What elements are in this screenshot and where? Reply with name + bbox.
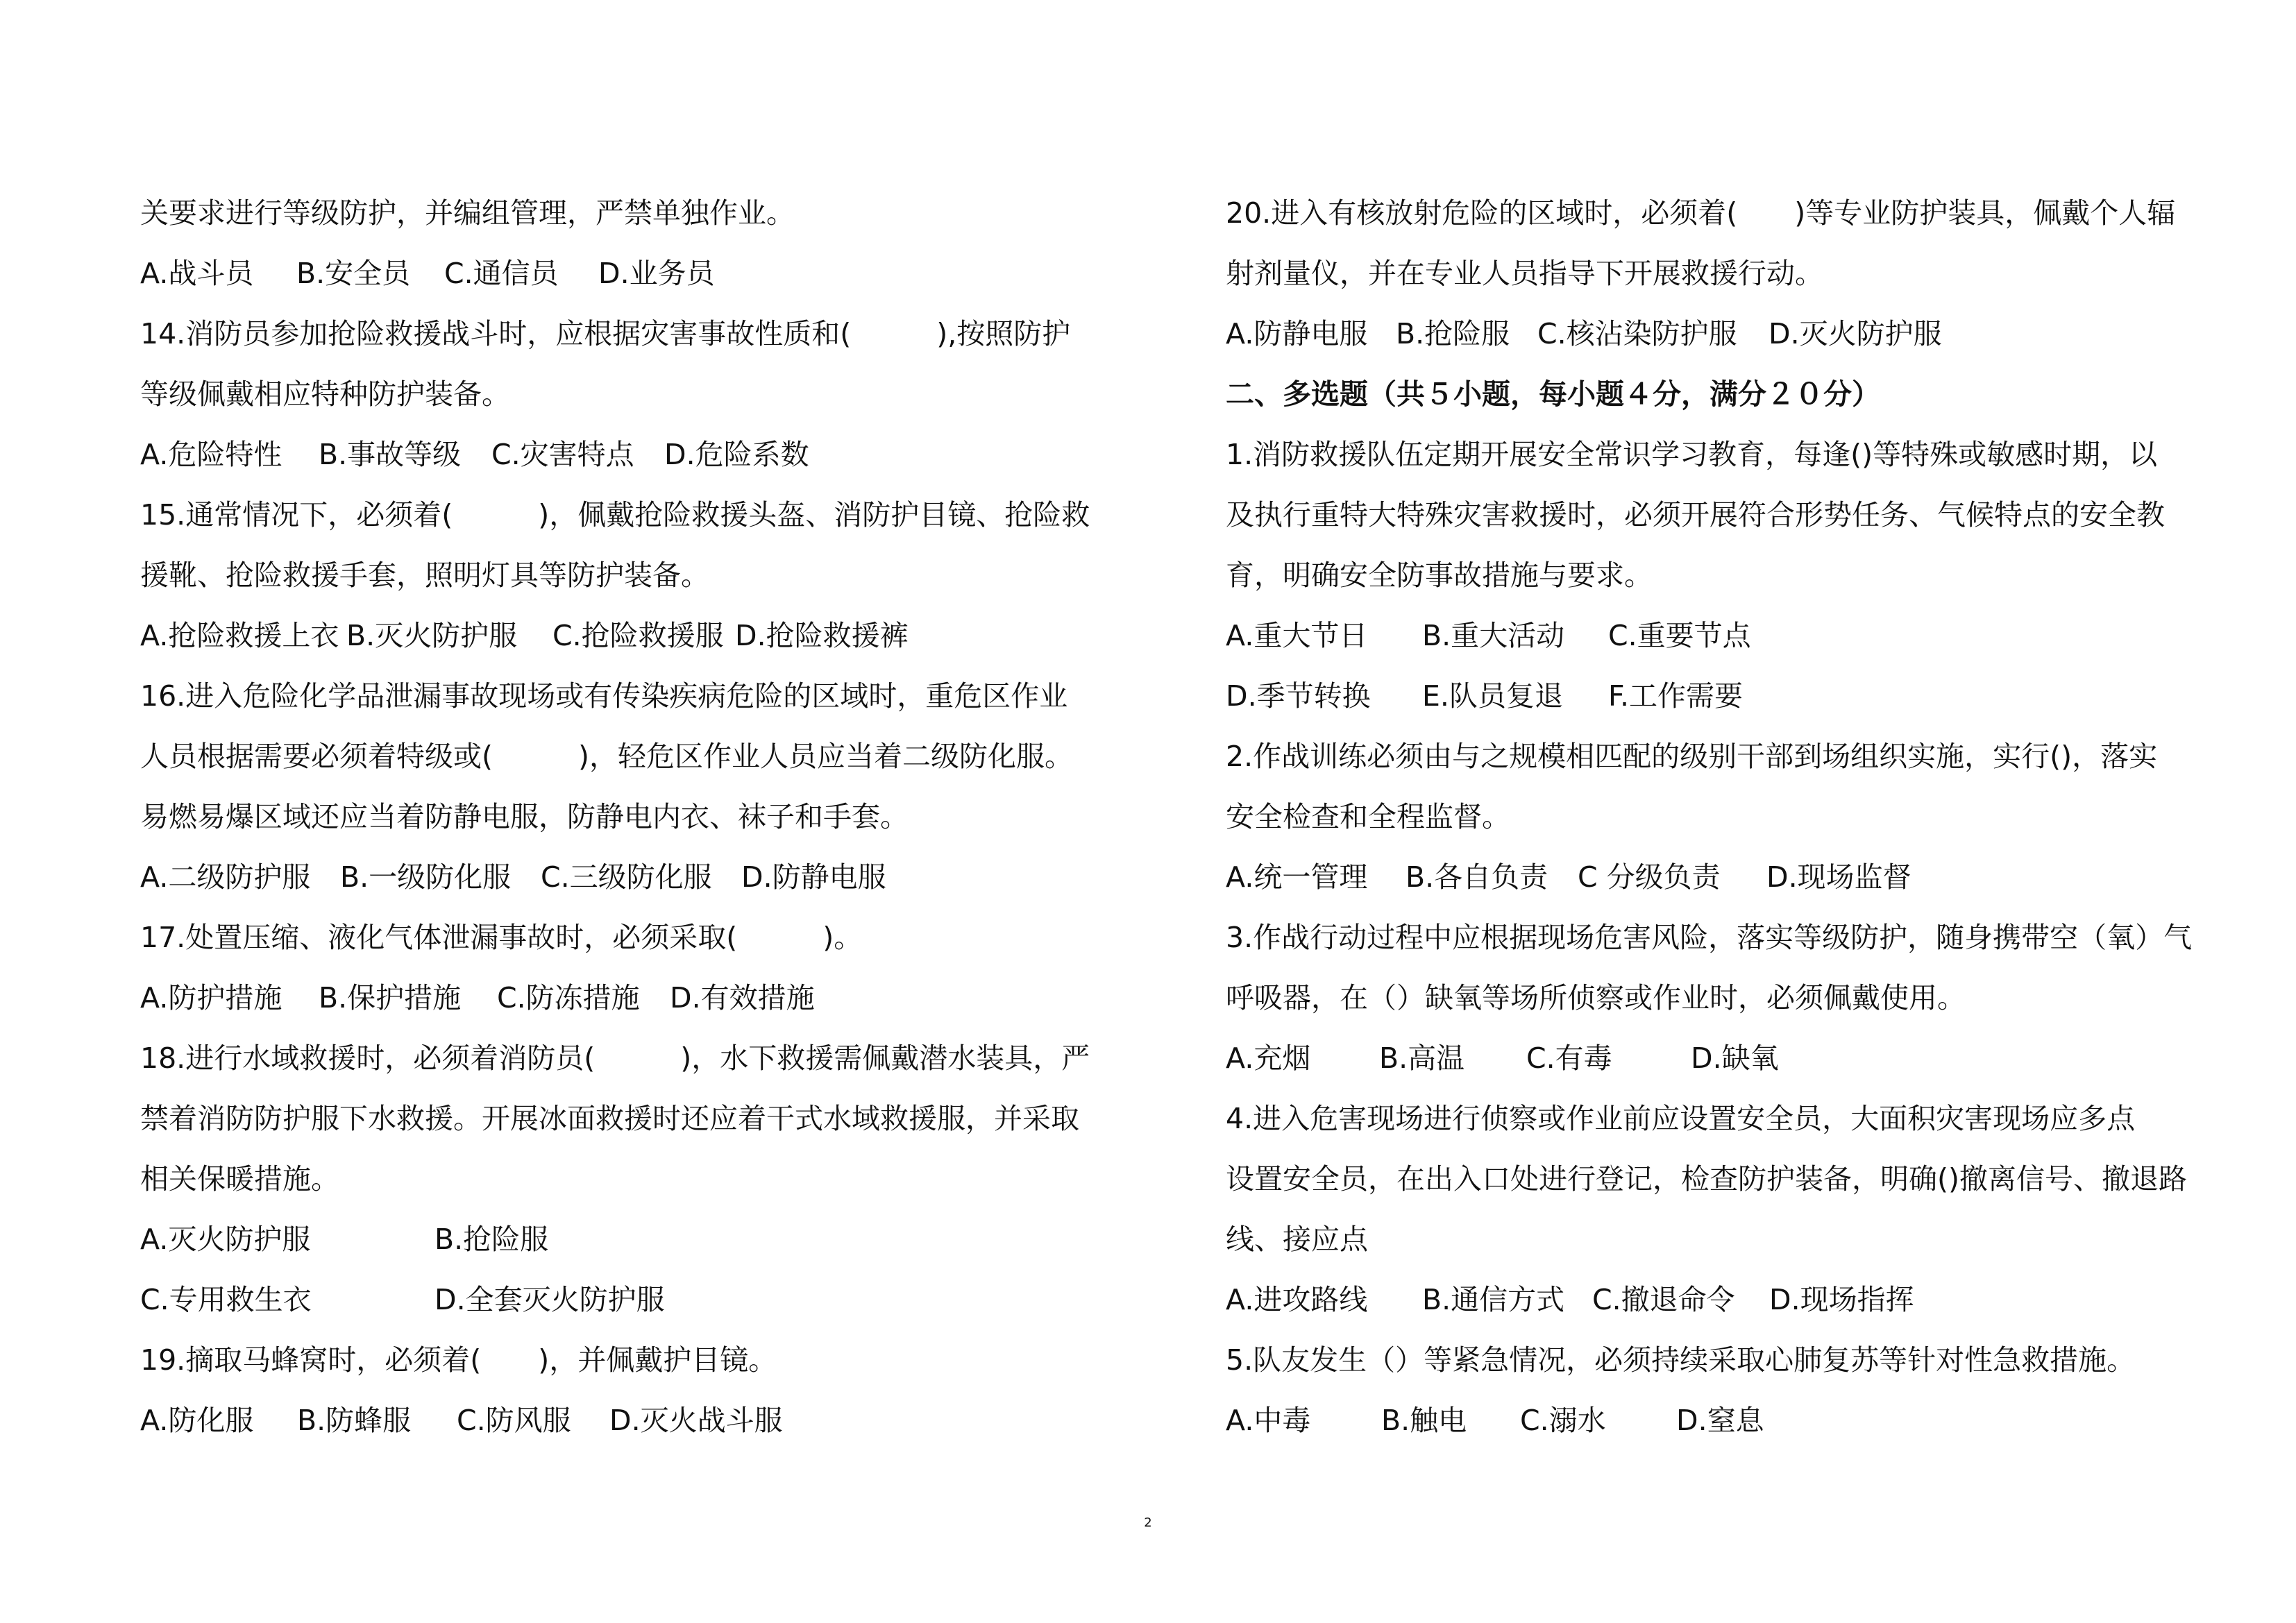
option: C 分级负责 [1578,860,1721,894]
option: B.安全员 [296,257,411,290]
option: B.防蜂服 [297,1404,412,1437]
options-line [140,1279,665,1320]
option: C.灾害特点 [491,438,634,471]
multi-question-4: 4.进入危害现场进行侦察或作业前应设置安全员，大面积灾害现场应多点 [1226,1102,2136,1135]
option: B.保护措施 [319,981,462,1014]
options-line [140,856,886,898]
text-line: 援靴、抢险救援手套，照明灯具等防护装备。 [140,559,709,592]
options-line [140,1400,783,1441]
question-16: 16.进入危险化学品泄漏事故现场或有传染疾病危险的区域时，重危区作业 [140,679,1068,713]
options-line [1226,675,1743,717]
option: B.一级防化服 [340,860,512,894]
option: A.重大节日 [1226,619,1368,652]
question-19: 19.摘取马蜂窝时，必须着( )，并佩戴护目镜。 [140,1343,777,1377]
text-line: 等级佩戴相应特种防护装备。 [140,377,510,411]
option: F.工作需要 [1608,679,1744,713]
option: A.防化服 [140,1404,254,1437]
option: A.灭火防护服 [140,1223,311,1256]
options-line [1226,856,1911,898]
option: B.各自负责 [1406,860,1548,894]
option: D.灭火战斗服 [609,1404,783,1437]
option: A.战斗员 [140,257,254,290]
text-line: 易燃易爆区域还应当着防静电服，防静电内衣、袜子和手套。 [140,800,909,833]
option: A.防护措施 [140,981,282,1014]
text-line: 相关保暖措施。 [140,1162,339,1196]
section-heading: 二、多选题（共５小题，每小题４分，满分２０分） [1226,377,1880,411]
option: D.缺氧 [1691,1042,1779,1075]
option: B.事故等级 [319,438,462,471]
options-line [140,253,715,294]
option: C.三级防化服 [541,860,712,894]
option: B.抢险服 [1396,317,1510,350]
option: D.抢险救援裤 [735,619,909,652]
text-line: 人员根据需要必须着特级或( )，轻危区作业人员应当着二级防化服。 [140,740,1073,773]
option: D.现场监督 [1766,860,1911,894]
option: B.通信方式 [1422,1283,1565,1316]
option: C.撤退命令 [1592,1283,1735,1316]
text-line: 关要求进行等级防护，并编组管理，严禁单独作业。 [140,196,795,230]
option: B.重大活动 [1422,619,1565,652]
option: C.防风服 [457,1404,571,1437]
option: A.统一管理 [1226,860,1368,894]
options-line [140,434,809,475]
option: C.通信员 [444,257,559,290]
options-line [1226,1400,1764,1441]
option: E.队员复退 [1422,679,1563,713]
options-line [1226,1279,1914,1320]
text-line: 设置安全员，在出入口处进行登记，检查防护装备，明确()撤离信号、撤退路 [1226,1162,2187,1196]
option: C.重要节点 [1608,619,1751,652]
multi-question-1: 1.消防救援队伍定期开展安全常识学习教育，每逢()等特殊或敏感时期，以 [1226,438,2158,471]
question-18: 18.进行水域救援时，必须着消防员( )，水下救援需佩戴潜水装具，严 [140,1042,1090,1075]
option: D.防静电服 [741,860,886,894]
option: C.溺水 [1520,1404,1606,1437]
option: D.业务员 [598,257,715,290]
option: C.专用救生衣 [140,1283,312,1316]
option: B.灭火防护服 [346,619,518,652]
option: B.抢险服 [434,1223,549,1256]
option: C.有毒 [1526,1042,1612,1075]
options-line [140,615,909,656]
options-line [140,1218,548,1260]
option: B.高温 [1379,1042,1465,1075]
option: D.有效措施 [670,981,815,1014]
page-number: 2 [1144,1515,1152,1530]
text-line: 线、接应点 [1226,1223,1368,1256]
option: D.危险系数 [664,438,809,471]
option: D.现场指挥 [1769,1283,1914,1316]
option: D.窒息 [1676,1404,1764,1437]
option: D.全套灭火防护服 [434,1283,665,1316]
multi-question-3: 3.作战行动过程中应根据现场危害风险，落实等级防护，随身携带空（氧）气 [1226,921,2193,954]
option: C.抢险救援服 [552,619,724,652]
option: A.危险特性 [140,438,282,471]
option: A.中毒 [1226,1404,1311,1437]
multi-question-2: 2.作战训练必须由与之规模相匹配的级别干部到场组织实施，实行()，落实 [1226,740,2158,773]
option: D.季节转换 [1226,679,1371,713]
question-17: 17.处置压缩、液化气体泄漏事故时，必须采取( )。 [140,921,863,954]
option: B.触电 [1381,1404,1467,1437]
text-line: 安全检查和全程监督。 [1226,800,1510,833]
option: A.抢险救援上衣 [140,619,339,652]
options-line [1226,1037,1779,1079]
option: D.灭火防护服 [1769,317,1942,350]
option: A.充烟 [1226,1042,1311,1075]
options-line [140,977,815,1019]
multi-question-5: 5.队友发生（）等紧急情况，必须持续采取心肺复苏等针对性急救措施。 [1226,1343,2136,1377]
text-line: 育，明确安全防事故措施与要求。 [1226,559,1653,592]
option: A.进攻路线 [1226,1283,1368,1316]
text-line: 及执行重特大特殊灾害救援时，必须开展符合形势任务、气候特点的安全教 [1226,498,2165,532]
question-20: 20.进入有核放射危险的区域时，必须着( )等专业防护装具，佩戴个人辐 [1226,196,2176,230]
text-line: 射剂量仪，并在专业人员指导下开展救援行动。 [1226,257,1823,290]
text-line: 呼吸器，在（）缺氧等场所侦察或作业时，必须佩戴使用。 [1226,981,1966,1014]
option: C.核沾染防护服 [1537,317,1737,350]
text-line: 禁着消防防护服下水救援。开展冰面救援时还应着干式水域救援服，并采取 [140,1102,1079,1135]
option: A.防静电服 [1226,317,1368,350]
options-line [1226,615,1751,656]
question-15: 15.通常情况下，必须着( )，佩戴抢险救援头盔、消防护目镜、抢险救 [140,498,1090,532]
options-line [1226,313,1942,355]
question-14: 14.消防员参加抢险救援战斗时，应根据灾害事故性质和( ),按照防护 [140,317,1071,350]
option: A.二级防护服 [140,860,311,894]
option: C.防冻措施 [497,981,640,1014]
